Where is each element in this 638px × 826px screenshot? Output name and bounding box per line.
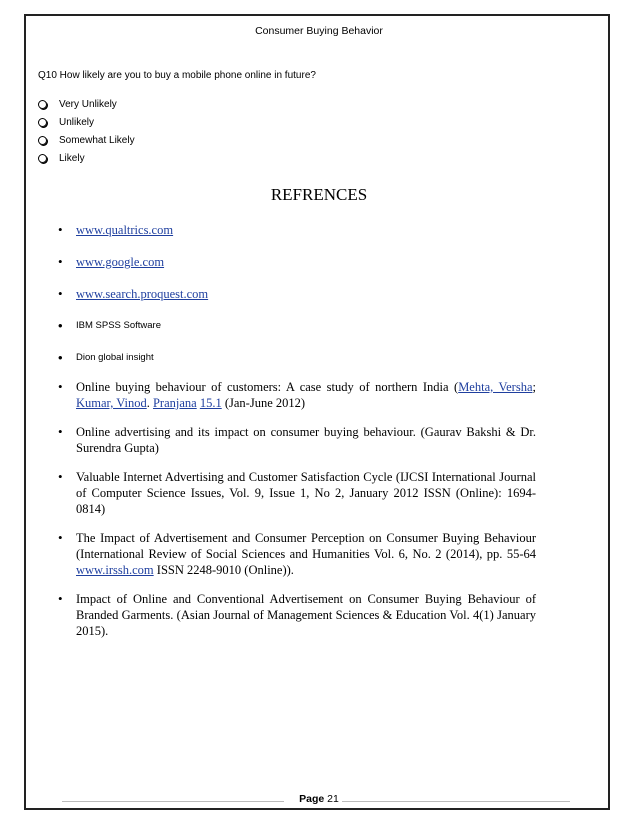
bullet-icon: • xyxy=(58,286,63,301)
circle-bullet-icon xyxy=(38,136,47,145)
page-footer xyxy=(0,793,638,805)
reference-item xyxy=(58,424,536,456)
bullet-icon: • xyxy=(58,379,63,394)
reference-text: IBM SPSS Software xyxy=(76,320,162,331)
reference-text-part: (Jan-June 2012) xyxy=(221,396,306,410)
bullet-icon: • xyxy=(58,469,63,484)
reference-link-irssh[interactable]: www.irssh.com xyxy=(76,563,154,577)
reference-text-part: ; xyxy=(532,380,536,394)
issue-link[interactable]: 15.1 xyxy=(199,396,222,410)
option-label: Somewhat Likely xyxy=(59,134,135,146)
reference-item xyxy=(58,286,536,302)
circle-bullet-icon xyxy=(38,100,47,109)
circle-bullet-icon xyxy=(38,118,47,127)
page-header: Consumer Buying Behavior xyxy=(255,25,383,37)
reference-text: Impact of Online and Conventional Advertisement on Consumer Buying Behaviour of Branded Garments. (Asian Journal of Management Sciences & Education Vol. 4(1) January 2015). xyxy=(76,592,536,638)
circle-bullet-icon xyxy=(38,154,47,163)
option-label: Very Unlikely xyxy=(59,98,117,110)
answer-options xyxy=(38,95,135,167)
reference-text xyxy=(76,530,536,578)
bullet-icon: • xyxy=(58,591,63,606)
option-item xyxy=(38,113,135,131)
reference-item xyxy=(58,591,536,639)
option-item xyxy=(38,149,135,167)
author-link-kumar[interactable]: Kumar, Vinod xyxy=(76,396,147,410)
bullet-icon: • xyxy=(58,222,63,237)
references-list xyxy=(58,222,536,639)
reference-item xyxy=(58,350,536,366)
reference-item xyxy=(58,222,536,238)
reference-text: Dion global insight xyxy=(76,352,154,363)
reference-item xyxy=(58,318,536,334)
option-label: Unlikely xyxy=(59,116,95,128)
reference-link-google[interactable]: www.google.com xyxy=(76,255,165,269)
reference-text-part: . xyxy=(146,396,153,410)
reference-text xyxy=(76,379,536,411)
page-label: Page xyxy=(299,793,325,805)
reference-item xyxy=(58,254,536,270)
references-heading: REFRENCES xyxy=(270,185,368,204)
question-text: Q10 How likely are you to buy a mobile phone online in future? xyxy=(38,70,316,81)
reference-text: Online advertising and its impact on consumer buying behaviour. (Gaurav Bakshi & Dr. Surendra Gupta) xyxy=(76,425,536,455)
option-item xyxy=(38,95,135,113)
option-item xyxy=(38,131,135,149)
bullet-icon: • xyxy=(58,424,63,439)
option-label: Likely xyxy=(59,152,85,164)
reference-item xyxy=(58,379,536,411)
page-number: 21 xyxy=(327,793,339,805)
reference-text-part: The Impact of Advertisement and Consumer Perception on Consumer Buying Behaviour (International Review of Social Sciences and Humanities Vol. 6, No. 2 (2014), pp. 55-64 xyxy=(76,531,536,561)
author-link-mehta[interactable]: Mehta, Versha xyxy=(458,380,533,394)
bullet-icon: • xyxy=(58,350,63,365)
bullet-icon: • xyxy=(58,530,63,545)
reference-link-qualtrics[interactable]: www.qualtrics.com xyxy=(76,223,174,237)
bullet-icon: • xyxy=(58,254,63,269)
reference-text-part: Online buying behaviour of customers: A case study of northern India ( xyxy=(76,380,459,394)
reference-text: Valuable Internet Advertising and Customer Satisfaction Cycle (IJCSI International Journal of Computer Science Issues, Vol. 9, Issue 1, No 2, January 2012 ISSN (Online): 1694-0814) xyxy=(76,470,536,516)
bullet-icon: • xyxy=(58,318,63,333)
reference-text-part: ISSN 2248-9010 (Online)). xyxy=(153,563,294,577)
reference-item xyxy=(58,530,536,578)
reference-item xyxy=(58,469,536,517)
journal-link-pranjana[interactable]: Pranjana xyxy=(152,396,197,410)
reference-link-proquest[interactable]: www.search.proquest.com xyxy=(76,287,209,301)
